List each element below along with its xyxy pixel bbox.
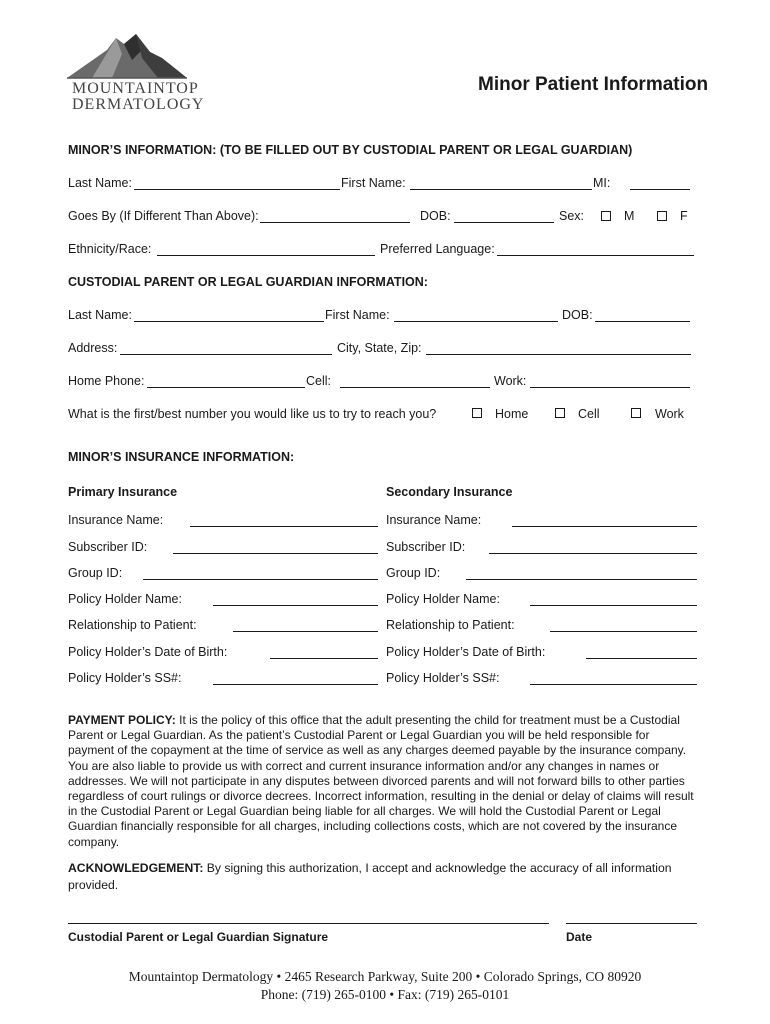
secondary-ins-field[interactable] [586, 658, 697, 659]
primary-ins-field[interactable] [213, 605, 378, 606]
best-work-checkbox[interactable] [631, 408, 641, 418]
footer-phone: Phone: (719) 265-0100 • Fax: (719) 265-0101 [260, 987, 510, 1002]
primary-insurance-heading: Primary Insurance [68, 485, 178, 499]
minor-first-name-field[interactable] [410, 189, 592, 190]
guardian-first-name-field[interactable] [394, 321, 558, 322]
sex-label: Sex: [559, 209, 585, 223]
secondary-ins-field[interactable] [530, 684, 697, 685]
mountain-logo-icon [62, 30, 192, 82]
secondary-ins-label: Policy Holder’s SS#: [386, 671, 500, 685]
primary-ins-label: Policy Holder Name: [68, 592, 182, 606]
language-field[interactable] [497, 255, 694, 256]
primary-ins-field[interactable] [233, 631, 378, 632]
guardian-dob-field[interactable] [595, 321, 690, 322]
secondary-ins-label: Insurance Name: [386, 513, 482, 527]
acknowledgement-text: By signing this authorization, I accept and acknowledge the accuracy of all information provided. [68, 861, 672, 892]
sex-m-checkbox[interactable] [601, 211, 611, 221]
cell-label: Cell: [306, 374, 332, 388]
best-work-label: Work [655, 407, 684, 421]
sex-f-label: F [680, 209, 688, 223]
home-phone-field[interactable] [147, 387, 305, 388]
work-field[interactable] [530, 387, 690, 388]
secondary-ins-label: Subscriber ID: [386, 540, 466, 554]
minor-last-name-field[interactable] [134, 189, 340, 190]
secondary-ins-field[interactable] [512, 526, 697, 527]
sex-f-checkbox[interactable] [657, 211, 667, 221]
acknowledgement [68, 860, 696, 894]
secondary-ins-field[interactable] [530, 605, 697, 606]
guardian-heading: CUSTODIAL PARENT OR LEGAL GUARDIAN INFORMATION: [68, 275, 428, 289]
primary-ins-label: Insurance Name: [68, 513, 164, 527]
secondary-ins-label: Group ID: [386, 566, 441, 580]
best-number-question: What is the first/best number you would like us to try to reach you? [68, 407, 437, 421]
signature-label: Custodial Parent or Legal Guardian Signature [68, 930, 329, 944]
best-cell-label: Cell [578, 407, 600, 421]
address-field[interactable] [120, 354, 332, 355]
ethnicity-label: Ethnicity/Race: [68, 242, 152, 256]
primary-ins-label: Group ID: [68, 566, 123, 580]
secondary-ins-field[interactable] [550, 631, 697, 632]
payment-policy [68, 713, 696, 850]
secondary-ins-label: Policy Holder Name: [386, 592, 500, 606]
minor-dob-field[interactable] [454, 222, 554, 223]
primary-ins-field[interactable] [190, 526, 378, 527]
city-field[interactable] [426, 354, 691, 355]
primary-ins-field[interactable] [143, 579, 378, 580]
guardian-dob-label: DOB: [562, 308, 593, 322]
page-title: Minor Patient Information [478, 74, 709, 95]
primary-ins-label: Policy Holder’s Date of Birth: [68, 645, 228, 659]
minor-mi-label: MI: [593, 176, 611, 190]
primary-ins-label: Policy Holder’s SS#: [68, 671, 182, 685]
minor-mi-field[interactable] [630, 189, 690, 190]
guardian-last-name-label: Last Name: [68, 308, 132, 322]
date-field[interactable] [566, 923, 697, 924]
secondary-ins-field[interactable] [489, 553, 697, 554]
cell-field[interactable] [340, 387, 490, 388]
goes-by-label: Goes By (If Different Than Above): [68, 209, 259, 223]
home-phone-label: Home Phone: [68, 374, 145, 388]
primary-ins-label: Subscriber ID: [68, 540, 148, 554]
guardian-last-name-field[interactable] [134, 321, 324, 322]
sex-m-label: M [624, 209, 635, 223]
secondary-ins-label: Policy Holder’s Date of Birth: [386, 645, 546, 659]
footer-address: Mountaintop Dermatology • 2465 Research Parkway, Suite 200 • Colorado Springs, CO 80920 [128, 969, 642, 984]
logo-text-line2: DERMATOLOGY [72, 96, 205, 113]
acknowledgement-label: ACKNOWLEDGEMENT: [68, 861, 204, 875]
primary-ins-label: Relationship to Patient: [68, 618, 197, 632]
minor-heading: MINOR’S INFORMATION: (TO BE FILLED OUT BY CUSTODIAL PARENT OR LEGAL GUARDIAN) [68, 143, 633, 157]
primary-ins-field[interactable] [173, 553, 378, 554]
payment-policy-label: PAYMENT POLICY: [68, 713, 176, 727]
signature-field[interactable] [68, 923, 549, 924]
work-label: Work: [494, 374, 527, 388]
address-label: Address: [68, 341, 118, 355]
city-label: City, State, Zip: [337, 341, 422, 355]
best-cell-checkbox[interactable] [555, 408, 565, 418]
ethnicity-field[interactable] [157, 255, 375, 256]
secondary-ins-field[interactable] [466, 579, 697, 580]
best-home-checkbox[interactable] [472, 408, 482, 418]
secondary-ins-label: Relationship to Patient: [386, 618, 515, 632]
primary-ins-field[interactable] [213, 684, 378, 685]
primary-ins-field[interactable] [270, 658, 378, 659]
language-label: Preferred Language: [380, 242, 495, 256]
guardian-first-name-label: First Name: [325, 308, 390, 322]
minor-first-name-label: First Name: [341, 176, 406, 190]
secondary-insurance-heading: Secondary Insurance [386, 485, 513, 499]
goes-by-field[interactable] [260, 222, 410, 223]
insurance-heading: MINOR’S INSURANCE INFORMATION: [68, 450, 295, 464]
minor-dob-label: DOB: [420, 209, 451, 223]
date-label: Date [566, 930, 593, 944]
minor-last-name-label: Last Name: [68, 176, 132, 190]
best-home-label: Home [495, 407, 529, 421]
logo-text-line1: MOUNTAINTOP [72, 80, 199, 97]
payment-policy-text: It is the policy of this office that the adult presenting the child for treatment must be a Custodial Parent or Legal Guardian. As the patient’s Custodial Parent or Legal Guardian you will be held responsible for payment of the copayment at the time of service as well as any charges deemed payable by the insurance company. You are also liable to provide us with correct and current insurance information and/or any changes in names or addresses. We will not participate in any disputes between divorced parents and will not forward bills to other parties regardless of court rulings or divorce decrees. Incorrect information, resulting in the denial or delay of claims will result in the Custodial Parent or Legal Guardian being liable for all charges. We will hold the Custodial Parent or Legal Guardian financially responsible for all charges, including collections costs, which are not covered by the insurance company. [68, 713, 694, 849]
